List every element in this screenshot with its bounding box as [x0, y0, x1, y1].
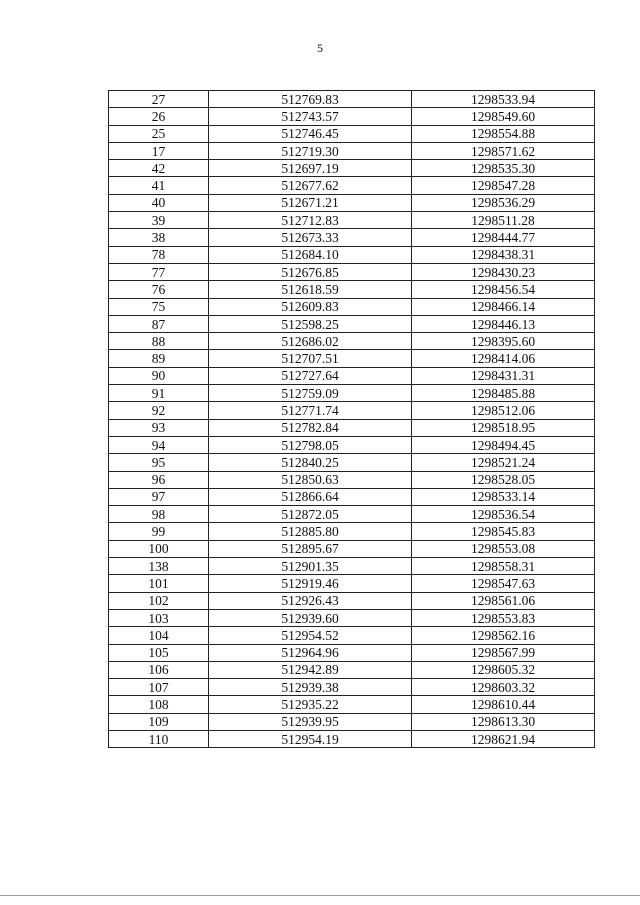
x-coordinate-cell: 512872.05: [209, 506, 412, 523]
table-row: [109, 679, 595, 696]
table-row: [109, 644, 595, 661]
coordinates-table: [108, 90, 595, 748]
x-coordinate-cell: 512895.67: [209, 540, 412, 557]
y-coordinate-cell: 1298554.88: [412, 125, 595, 142]
point-number-cell: 39: [109, 212, 209, 229]
y-coordinate-cell: 1298605.32: [412, 661, 595, 678]
y-coordinate-cell: 1298444.77: [412, 229, 595, 246]
table-row: [109, 609, 595, 626]
table-row: [109, 558, 595, 575]
table-row: [109, 627, 595, 644]
point-number-cell: 91: [109, 385, 209, 402]
x-coordinate-cell: 512676.85: [209, 263, 412, 280]
x-coordinate-cell: 512926.43: [209, 592, 412, 609]
point-number-cell: 97: [109, 488, 209, 505]
point-number-cell: 94: [109, 436, 209, 453]
point-number-cell: 42: [109, 160, 209, 177]
point-number-cell: 96: [109, 471, 209, 488]
y-coordinate-cell: 1298571.62: [412, 142, 595, 159]
table-row: [109, 419, 595, 436]
y-coordinate-cell: 1298603.32: [412, 679, 595, 696]
table-row: [109, 91, 595, 108]
x-coordinate-cell: 512746.45: [209, 125, 412, 142]
point-number-cell: 105: [109, 644, 209, 661]
y-coordinate-cell: 1298528.05: [412, 471, 595, 488]
coordinates-table-body: [109, 91, 595, 748]
x-coordinate-cell: 512727.64: [209, 367, 412, 384]
y-coordinate-cell: 1298533.94: [412, 91, 595, 108]
y-coordinate-cell: 1298456.54: [412, 281, 595, 298]
point-number-cell: 104: [109, 627, 209, 644]
bottom-divider: [0, 895, 640, 896]
point-number-cell: 100: [109, 540, 209, 557]
x-coordinate-cell: 512598.25: [209, 315, 412, 332]
x-coordinate-cell: 512782.84: [209, 419, 412, 436]
x-coordinate-cell: 512759.09: [209, 385, 412, 402]
table-row: [109, 177, 595, 194]
y-coordinate-cell: 1298545.83: [412, 523, 595, 540]
table-row: [109, 575, 595, 592]
x-coordinate-cell: 512798.05: [209, 436, 412, 453]
y-coordinate-cell: 1298536.29: [412, 194, 595, 211]
y-coordinate-cell: 1298561.06: [412, 592, 595, 609]
y-coordinate-cell: 1298535.30: [412, 160, 595, 177]
y-coordinate-cell: 1298547.63: [412, 575, 595, 592]
x-coordinate-cell: 512850.63: [209, 471, 412, 488]
y-coordinate-cell: 1298431.31: [412, 367, 595, 384]
table-row: [109, 281, 595, 298]
table-row: [109, 436, 595, 453]
point-number-cell: 27: [109, 91, 209, 108]
table-row: [109, 730, 595, 747]
x-coordinate-cell: 512939.60: [209, 609, 412, 626]
y-coordinate-cell: 1298621.94: [412, 730, 595, 747]
point-number-cell: 108: [109, 696, 209, 713]
table-row: [109, 142, 595, 159]
y-coordinate-cell: 1298521.24: [412, 454, 595, 471]
y-coordinate-cell: 1298553.08: [412, 540, 595, 557]
table-row: [109, 540, 595, 557]
x-coordinate-cell: 512954.19: [209, 730, 412, 747]
table-row: [109, 160, 595, 177]
point-number-cell: 103: [109, 609, 209, 626]
table-row: [109, 592, 595, 609]
table-row: [109, 506, 595, 523]
y-coordinate-cell: 1298558.31: [412, 558, 595, 575]
x-coordinate-cell: 512609.83: [209, 298, 412, 315]
x-coordinate-cell: 512673.33: [209, 229, 412, 246]
point-number-cell: 77: [109, 263, 209, 280]
y-coordinate-cell: 1298613.30: [412, 713, 595, 730]
x-coordinate-cell: 512964.96: [209, 644, 412, 661]
table-row: [109, 696, 595, 713]
x-coordinate-cell: 512866.64: [209, 488, 412, 505]
point-number-cell: 93: [109, 419, 209, 436]
x-coordinate-cell: 512885.80: [209, 523, 412, 540]
y-coordinate-cell: 1298610.44: [412, 696, 595, 713]
x-coordinate-cell: 512769.83: [209, 91, 412, 108]
x-coordinate-cell: 512684.10: [209, 246, 412, 263]
point-number-cell: 102: [109, 592, 209, 609]
y-coordinate-cell: 1298533.14: [412, 488, 595, 505]
x-coordinate-cell: 512743.57: [209, 108, 412, 125]
point-number-cell: 99: [109, 523, 209, 540]
table-row: [109, 263, 595, 280]
point-number-cell: 110: [109, 730, 209, 747]
table-row: [109, 246, 595, 263]
point-number-cell: 138: [109, 558, 209, 575]
point-number-cell: 106: [109, 661, 209, 678]
x-coordinate-cell: 512901.35: [209, 558, 412, 575]
y-coordinate-cell: 1298553.83: [412, 609, 595, 626]
y-coordinate-cell: 1298536.54: [412, 506, 595, 523]
table-row: [109, 350, 595, 367]
y-coordinate-cell: 1298512.06: [412, 402, 595, 419]
table-row: [109, 367, 595, 384]
y-coordinate-cell: 1298414.06: [412, 350, 595, 367]
table-row: [109, 229, 595, 246]
point-number-cell: 25: [109, 125, 209, 142]
point-number-cell: 76: [109, 281, 209, 298]
point-number-cell: 17: [109, 142, 209, 159]
y-coordinate-cell: 1298562.16: [412, 627, 595, 644]
table-row: [109, 108, 595, 125]
table-row: [109, 454, 595, 471]
y-coordinate-cell: 1298567.99: [412, 644, 595, 661]
x-coordinate-cell: 512954.52: [209, 627, 412, 644]
point-number-cell: 38: [109, 229, 209, 246]
y-coordinate-cell: 1298446.13: [412, 315, 595, 332]
table-row: [109, 315, 595, 332]
point-number-cell: 95: [109, 454, 209, 471]
y-coordinate-cell: 1298518.95: [412, 419, 595, 436]
y-coordinate-cell: 1298511.28: [412, 212, 595, 229]
table-row: [109, 333, 595, 350]
point-number-cell: 26: [109, 108, 209, 125]
x-coordinate-cell: 512712.83: [209, 212, 412, 229]
y-coordinate-cell: 1298485.88: [412, 385, 595, 402]
table-row: [109, 212, 595, 229]
point-number-cell: 40: [109, 194, 209, 211]
x-coordinate-cell: 512771.74: [209, 402, 412, 419]
point-number-cell: 90: [109, 367, 209, 384]
point-number-cell: 87: [109, 315, 209, 332]
y-coordinate-cell: 1298395.60: [412, 333, 595, 350]
y-coordinate-cell: 1298549.60: [412, 108, 595, 125]
x-coordinate-cell: 512719.30: [209, 142, 412, 159]
table-row: [109, 523, 595, 540]
table-row: [109, 488, 595, 505]
table-row: [109, 713, 595, 730]
table-row: [109, 661, 595, 678]
y-coordinate-cell: 1298494.45: [412, 436, 595, 453]
y-coordinate-cell: 1298430.23: [412, 263, 595, 280]
page-number: 5: [317, 41, 323, 55]
x-coordinate-cell: 512686.02: [209, 333, 412, 350]
point-number-cell: 88: [109, 333, 209, 350]
x-coordinate-cell: 512707.51: [209, 350, 412, 367]
table-row: [109, 471, 595, 488]
table-row: [109, 298, 595, 315]
point-number-cell: 101: [109, 575, 209, 592]
x-coordinate-cell: 512840.25: [209, 454, 412, 471]
table-row: [109, 385, 595, 402]
x-coordinate-cell: 512935.22: [209, 696, 412, 713]
x-coordinate-cell: 512618.59: [209, 281, 412, 298]
table-row: [109, 194, 595, 211]
x-coordinate-cell: 512919.46: [209, 575, 412, 592]
point-number-cell: 92: [109, 402, 209, 419]
x-coordinate-cell: 512697.19: [209, 160, 412, 177]
point-number-cell: 109: [109, 713, 209, 730]
point-number-cell: 41: [109, 177, 209, 194]
x-coordinate-cell: 512939.38: [209, 679, 412, 696]
x-coordinate-cell: 512942.89: [209, 661, 412, 678]
y-coordinate-cell: 1298466.14: [412, 298, 595, 315]
point-number-cell: 78: [109, 246, 209, 263]
point-number-cell: 89: [109, 350, 209, 367]
point-number-cell: 98: [109, 506, 209, 523]
x-coordinate-cell: 512939.95: [209, 713, 412, 730]
point-number-cell: 107: [109, 679, 209, 696]
y-coordinate-cell: 1298547.28: [412, 177, 595, 194]
table-row: [109, 402, 595, 419]
point-number-cell: 75: [109, 298, 209, 315]
y-coordinate-cell: 1298438.31: [412, 246, 595, 263]
x-coordinate-cell: 512671.21: [209, 194, 412, 211]
x-coordinate-cell: 512677.62: [209, 177, 412, 194]
table-row: [109, 125, 595, 142]
